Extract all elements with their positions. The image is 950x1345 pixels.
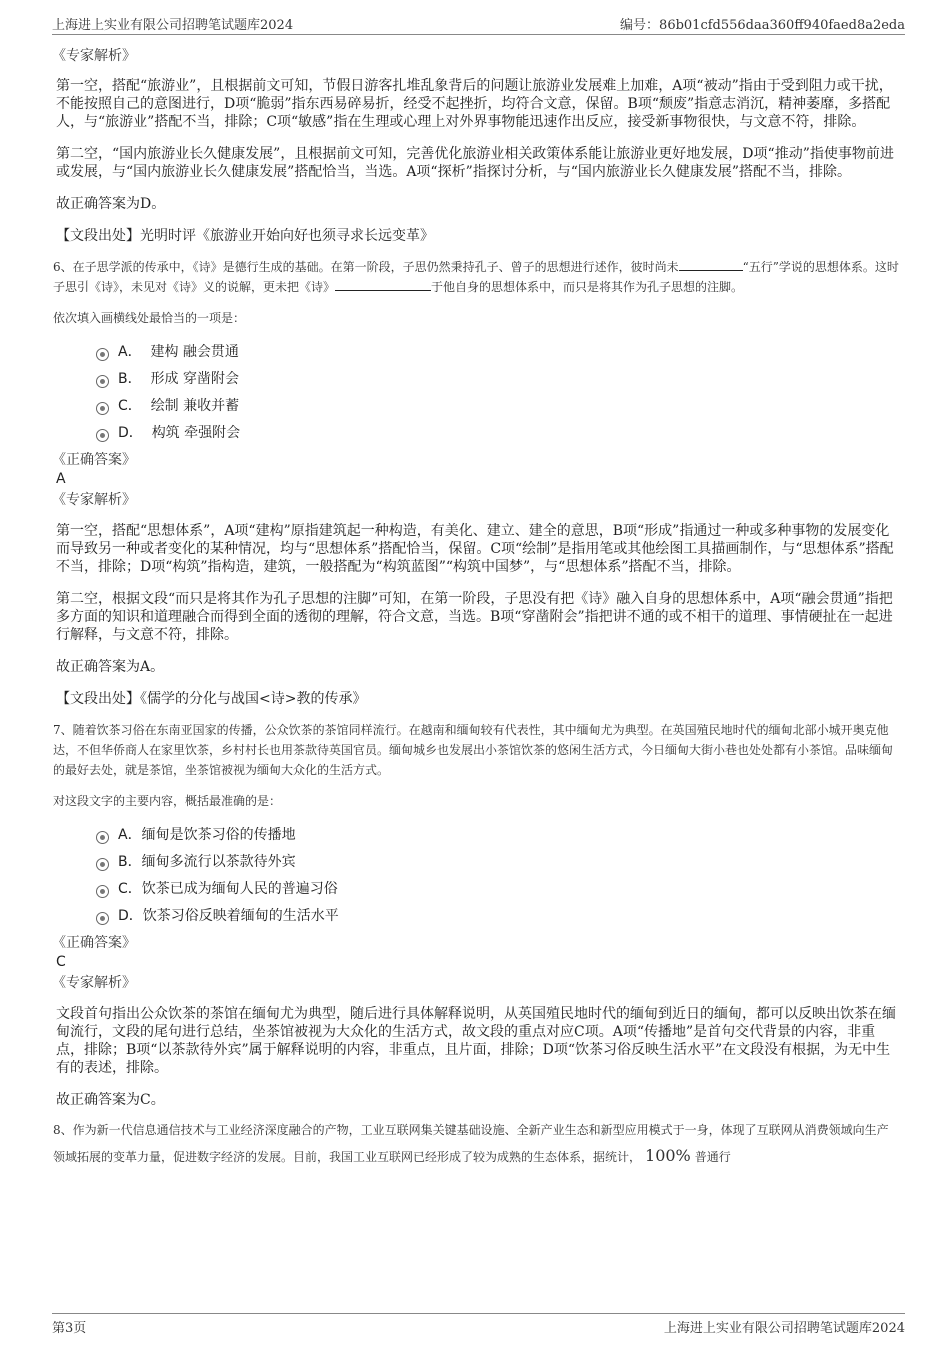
radio-button[interactable]: [96, 831, 109, 844]
expert-analysis-label: 《专家解析》: [52, 48, 136, 64]
radio-button[interactable]: [96, 375, 109, 388]
fill-blank: [335, 278, 431, 291]
correct-answer-value: C: [56, 954, 66, 970]
option-b[interactable]: B． 形成 穿凿附会: [52, 367, 900, 394]
question-6-instruction: 依次填入画横线处最恰当的一项是：: [53, 311, 246, 325]
option-a[interactable]: A．缅甸是饮茶习俗的传播地: [52, 823, 900, 850]
option-b[interactable]: B．缅甸多流行以茶款待外宾: [52, 850, 900, 877]
radio-button[interactable]: [96, 429, 109, 442]
expert-analysis-label: 《专家解析》: [52, 975, 136, 991]
question-6-text: 6、在子思学派的传承中，《诗》是德行生成的基础。在第一阶段，子思仍然秉持孔子、曾子的思想进行述作，彼时尚未 “五行”学说的思想体系。这时子思引《诗》，未见对《诗》义的说解，更未把《诗》 于他自身的思想体系中，而只是将其作为孔子思想的注脚。: [53, 260, 899, 294]
question-7-options: [52, 823, 900, 931]
radio-button[interactable]: [96, 858, 109, 871]
answer-conclusion: 故正确答案为A。: [56, 659, 165, 675]
page-content: [52, 46, 900, 1170]
percent-figure: 100%: [645, 1146, 691, 1165]
radio-button[interactable]: [96, 348, 109, 361]
analysis-paragraph: 第二空，“国内旅游业长久健康发展”，且根据前文可知，完善优化旅游业相关政策体系能让旅游业更好地发展，D项“推动”指使事物前进或发展，与“国内旅游业长久健康发展”搭配恰当，当选。A项“探析”指探讨分析，与“国内旅游业长久健康发展”搭配不当，排除。: [56, 146, 894, 180]
correct-answer-label: 《正确答案》: [52, 935, 136, 951]
radio-button[interactable]: [96, 912, 109, 925]
analysis-paragraph: 文段首句指出公众饮茶的茶馆在缅甸尤为典型，随后进行具体解释说明，从英国殖民地时代的缅甸到近日的缅甸，都可以反映出饮茶在缅甸流行，文段的尾句进行总结，坐茶馆被视为大众化的生活方式，故文段的重点对应C项。A项“传播地”是首句交代背景的内容，非重点，排除；B项“以茶款待外宾”属于解释说明的内容，非重点，且片面，排除；D项“饮茶习俗反映生活水平”在文段没有根据，为无中生有的表述，排除。: [56, 1006, 896, 1076]
answer-conclusion: 故正确答案为D。: [56, 196, 166, 212]
source-citation: 【文段出处】《儒学的分化与战国<诗>教的传承》: [56, 691, 367, 707]
question-7-text: 7、随着饮茶习俗在东南亚国家的传播，公众饮茶的茶馆同样流行。在越南和缅甸较有代表性，其中缅甸尤为典型。在英国殖民地时代的缅甸北部小城开奥克他达，不但华侨商人在家里饮茶，乡村村长也用茶款待英国官员。缅甸城乡也发展出小茶馆饮茶的悠闲生活方式，今日缅甸大街小巷也处处都有小茶馆。品味缅甸的最好去处，就是茶馆，坐茶馆被视为缅甸大众化的生活方式。: [53, 723, 894, 777]
radio-button[interactable]: [96, 402, 109, 415]
source-citation: 【文段出处】光明时评《旅游业开始向好也须寻求长远变革》: [56, 228, 434, 244]
header-title: 上海进上实业有限公司招聘笔试题库2024: [52, 18, 294, 33]
option-d[interactable]: D．饮茶习俗反映着缅甸的生活水平: [52, 904, 900, 931]
analysis-paragraph: 第一空，搭配“思想体系”，A项“建构”原指建筑起一种构造，有美化、建立、建全的意思，B项“形成”指通过一种或多种事物的发展变化而导致另一种或者变化的某种情况，均与“思想体系”搭配恰当，保留。C项“绘制”是指用笔或其他绘图工具描画制作，与“思想体系”搭配不当，排除；D项“构筑”指构造，建筑，一般搭配为“构筑蓝图”“构筑中国梦”，与“思想体系”搭配不当，排除。: [56, 523, 894, 575]
analysis-paragraph: 第二空，根据文段“而只是将其作为孔子思想的注脚”可知，在第一阶段，子思没有把《诗》融入自身的思想体系中，A项“融会贯通”指把多方面的知识和道理融合而得到全面的透彻的理解，符合文意，当选。B项“穿凿附会”指把讲不通的或不相干的道理、事情硬扯在一起进行解释，与文意不符，排除。: [56, 591, 893, 643]
option-a[interactable]: A． 建构 融会贯通: [52, 340, 900, 367]
question-6-options: [52, 340, 900, 448]
page-header: [52, 12, 905, 35]
answer-conclusion: 故正确答案为C。: [56, 1092, 165, 1108]
footer-title: 上海进上实业有限公司招聘笔试题库2024: [663, 1321, 905, 1336]
fill-blank: [679, 258, 743, 271]
option-c[interactable]: C．饮茶已成为缅甸人民的普遍习俗: [52, 877, 900, 904]
analysis-paragraph: 第一空，搭配“旅游业”，且根据前文可知，节假日游客扎堆乱象背后的问题让旅游业发展难上加难，A项“被动”指由于受到阻力或干扰，不能按照自己的意图进行，D项“脆弱”指东西易碎易折，经受不起挫折，均符合文意，保留。B项“颓废”指意志消沉，精神萎靡，多搭配人，与“旅游业”搭配不当，排除；C项“敏感”指在生理或心理上对外界事物能迅速作出反应，接受新事物很快，与文意不符，排除。: [56, 78, 893, 130]
correct-answer-label: 《正确答案》: [52, 452, 136, 468]
page-number: 第3页: [52, 1321, 87, 1336]
question-8-text: 8、作为新一代信息通信技术与工业经济深度融合的产物，工业互联网集关键基础设施、全新产业生态和新型应用模式于一身，体现了互联网从消费领域向生产领域拓展的变革力量，促进数字经济的发展。目前，我国工业互联网已经形成了较为成熟的生态体系，据统计， 100% 普通行: [53, 1123, 889, 1165]
option-c[interactable]: C． 绘制 兼收并蓄: [52, 394, 900, 421]
page-footer: [52, 1313, 905, 1336]
correct-answer-value: A: [56, 471, 66, 487]
header-doc-id: 编号：86b01cfd556daa360ff940faed8a2eda: [620, 18, 905, 33]
expert-analysis-label: 《专家解析》: [52, 492, 136, 508]
option-d[interactable]: D． 构筑 牵强附会: [52, 421, 900, 448]
radio-button[interactable]: [96, 885, 109, 898]
question-7-instruction: 对这段文字的主要内容，概括最准确的是：: [53, 794, 282, 808]
